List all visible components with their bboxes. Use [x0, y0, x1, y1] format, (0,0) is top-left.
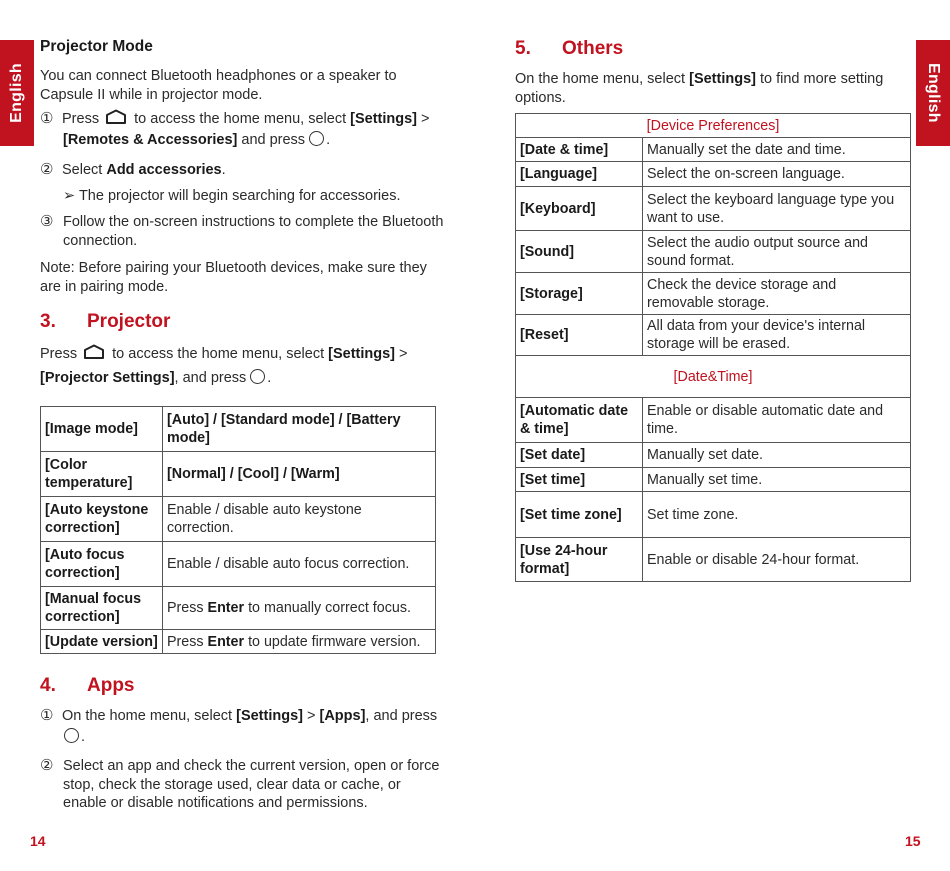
settings-label: [Settings]	[328, 346, 396, 362]
device-preferences-header: [Device Preferences]	[516, 114, 911, 138]
section-number: 4.	[40, 675, 56, 696]
table-value	[163, 630, 436, 654]
table-row	[516, 187, 911, 231]
table-value: Select the on-screen language.	[643, 162, 911, 187]
table-row	[516, 468, 911, 492]
table-value: Enable or disable automatic date and time.	[643, 398, 911, 443]
section-title-text: Others	[562, 38, 624, 59]
table-key: [Update version]	[41, 630, 163, 654]
table-value-text: Press	[167, 600, 204, 616]
table-value: Check the device storage and removable storage.	[643, 273, 911, 315]
step-number: ①	[40, 707, 54, 724]
table-key: [Date & time]	[516, 138, 643, 162]
step-text: Select an app and check the current version, open or force stop, check the storage used, clear data or cache, or enable or disable notifications and permissions.	[63, 758, 440, 811]
apps-step-2	[40, 754, 440, 813]
language-tab-label: English	[8, 63, 25, 123]
table-key: [Image mode]	[41, 407, 163, 452]
arrow-bullet-icon: ➢	[63, 188, 76, 204]
date-time-header: [Date&Time]	[516, 356, 911, 398]
table-row	[516, 538, 911, 582]
home-icon	[83, 344, 105, 360]
projector-settings-label: [Projector Settings]	[40, 370, 175, 386]
table-value: [Auto] / [Standard mode] / [Battery mode]	[163, 407, 436, 452]
projector-mode-intro: You can connect Bluetooth headphones or a speaker to Capsule II while in projector mode.	[40, 68, 397, 103]
projector-mode-step-2	[40, 158, 450, 182]
step-text: to access the home menu, select	[134, 111, 347, 127]
table-value-text: to update firmware version.	[248, 633, 421, 650]
table-key: [Automatic date & time]	[516, 398, 643, 443]
step-text: Press	[62, 111, 100, 127]
table-value: Manually set the date and time.	[643, 138, 911, 162]
table-row	[41, 497, 436, 542]
step-text: Follow the on-screen instructions to complete the Bluetooth connection.	[63, 214, 444, 249]
table-row	[516, 138, 911, 162]
table-key: [Auto focus correction]	[41, 542, 163, 587]
table-value: Select the audio output source and sound format.	[643, 231, 911, 273]
section-projector-title	[40, 311, 170, 333]
intro-text: On the home menu, select	[515, 71, 686, 87]
table-row	[516, 273, 911, 315]
pairing-note: Note: Before pairing your Bluetooth devices, make sure they are in pairing mode.	[40, 260, 427, 295]
table-header-row	[516, 114, 911, 138]
section-title-text: Apps	[87, 675, 135, 696]
section-number: 3.	[40, 311, 56, 332]
section-apps-title	[40, 675, 135, 697]
step-number: ②	[40, 757, 54, 774]
add-accessories-label: Add accessories	[106, 162, 222, 178]
step-text: .	[81, 729, 86, 745]
table-row	[41, 452, 436, 497]
ok-circle-icon	[250, 369, 265, 384]
step-text: .	[267, 370, 272, 386]
projector-settings-table	[40, 406, 436, 654]
right-page	[475, 0, 950, 871]
step-text: , and press	[365, 708, 438, 724]
projector-mode-heading: Projector Mode	[40, 38, 153, 55]
ok-circle-icon	[309, 131, 324, 146]
section-title-text: Projector	[87, 311, 171, 332]
step-text: >	[421, 111, 430, 127]
step-text: >	[399, 346, 408, 362]
projector-access-line	[40, 342, 450, 390]
step-number: ③	[40, 213, 54, 230]
table-key: [Use 24-hour format]	[516, 538, 643, 582]
table-value: All data from your device's internal storage will be erased.	[643, 315, 911, 356]
language-tab-label: English	[925, 63, 942, 123]
projector-mode-step-1: ① Press to access the home menu, select [Settings] > [Remotes & Accessories] and press .	[40, 107, 450, 150]
step-number: ②	[40, 161, 54, 178]
table-value: Select the keyboard language type you want to use.	[643, 187, 911, 231]
table-key: [Reset]	[516, 315, 643, 356]
settings-options-table	[515, 113, 911, 582]
apps-label: [Apps]	[319, 708, 366, 724]
table-key: [Manual focus correction]	[41, 587, 163, 630]
table-value: Manually set time.	[643, 468, 911, 492]
table-key: [Auto keystone correction]	[41, 497, 163, 542]
home-icon	[105, 109, 127, 125]
table-value-text: to manually correct focus.	[248, 600, 411, 616]
arrow-line-text: The projector will begin searching for accessories.	[78, 188, 401, 204]
table-value: Enable / disable auto focus correction.	[163, 542, 436, 587]
ok-circle-icon	[64, 728, 79, 743]
table-row	[41, 630, 436, 654]
table-row	[516, 231, 911, 273]
table-row	[516, 398, 911, 443]
table-row	[516, 315, 911, 356]
table-key: [Language]	[516, 162, 643, 187]
table-value-text: Press	[167, 633, 204, 650]
language-tab-right	[916, 40, 950, 146]
projector-mode-step-3	[40, 210, 450, 250]
intro-text: to find more setting options.	[515, 71, 884, 106]
table-key: [Set time]	[516, 468, 643, 492]
step-text: , and press	[174, 370, 247, 386]
step-text: >	[307, 708, 316, 724]
step-text: to access the home menu, select	[112, 346, 325, 362]
table-key: [Sound]	[516, 231, 643, 273]
step-text: On the home menu, select	[62, 708, 233, 724]
enter-key-label: Enter	[207, 633, 245, 650]
section-others-title	[515, 38, 623, 60]
settings-label: [Settings]	[689, 71, 756, 87]
page-number-right: 15	[905, 833, 921, 849]
table-row	[516, 443, 911, 468]
table-row	[41, 542, 436, 587]
step-text: .	[221, 162, 226, 178]
step-number: ①	[40, 110, 54, 127]
table-value: Set time zone.	[643, 492, 911, 538]
table-key: [Keyboard]	[516, 187, 643, 231]
table-value: Manually set date.	[643, 443, 911, 468]
table-row	[516, 162, 911, 187]
table-key: [Storage]	[516, 273, 643, 315]
step-text: Select	[62, 162, 103, 178]
table-row	[41, 407, 436, 452]
projector-mode-arrow-line	[63, 184, 463, 208]
settings-label: [Settings]	[350, 111, 418, 127]
remotes-accessories-label: [Remotes & Accessories]	[63, 132, 238, 148]
table-value: [Normal] / [Cool] / [Warm]	[163, 452, 436, 497]
apps-step-1	[40, 704, 450, 747]
settings-label: [Settings]	[236, 708, 303, 724]
table-row	[516, 492, 911, 538]
enter-key-label: Enter	[207, 600, 245, 616]
table-key: [Set time zone]	[516, 492, 643, 538]
language-tab-left	[0, 40, 34, 146]
others-intro	[515, 70, 905, 107]
table-row	[41, 587, 436, 630]
section-number: 5.	[515, 38, 531, 59]
table-key: [Set date]	[516, 443, 643, 468]
page-number-left: 14	[30, 833, 46, 849]
step-text: and press	[241, 132, 306, 148]
table-key: [Color temperature]	[41, 452, 163, 497]
table-value: Enable or disable 24-hour format.	[643, 538, 911, 582]
step-text: Press	[40, 346, 78, 362]
table-header-row	[516, 356, 911, 398]
table-value: Enable / disable auto keystone correction.	[163, 497, 436, 542]
table-value	[163, 587, 436, 630]
